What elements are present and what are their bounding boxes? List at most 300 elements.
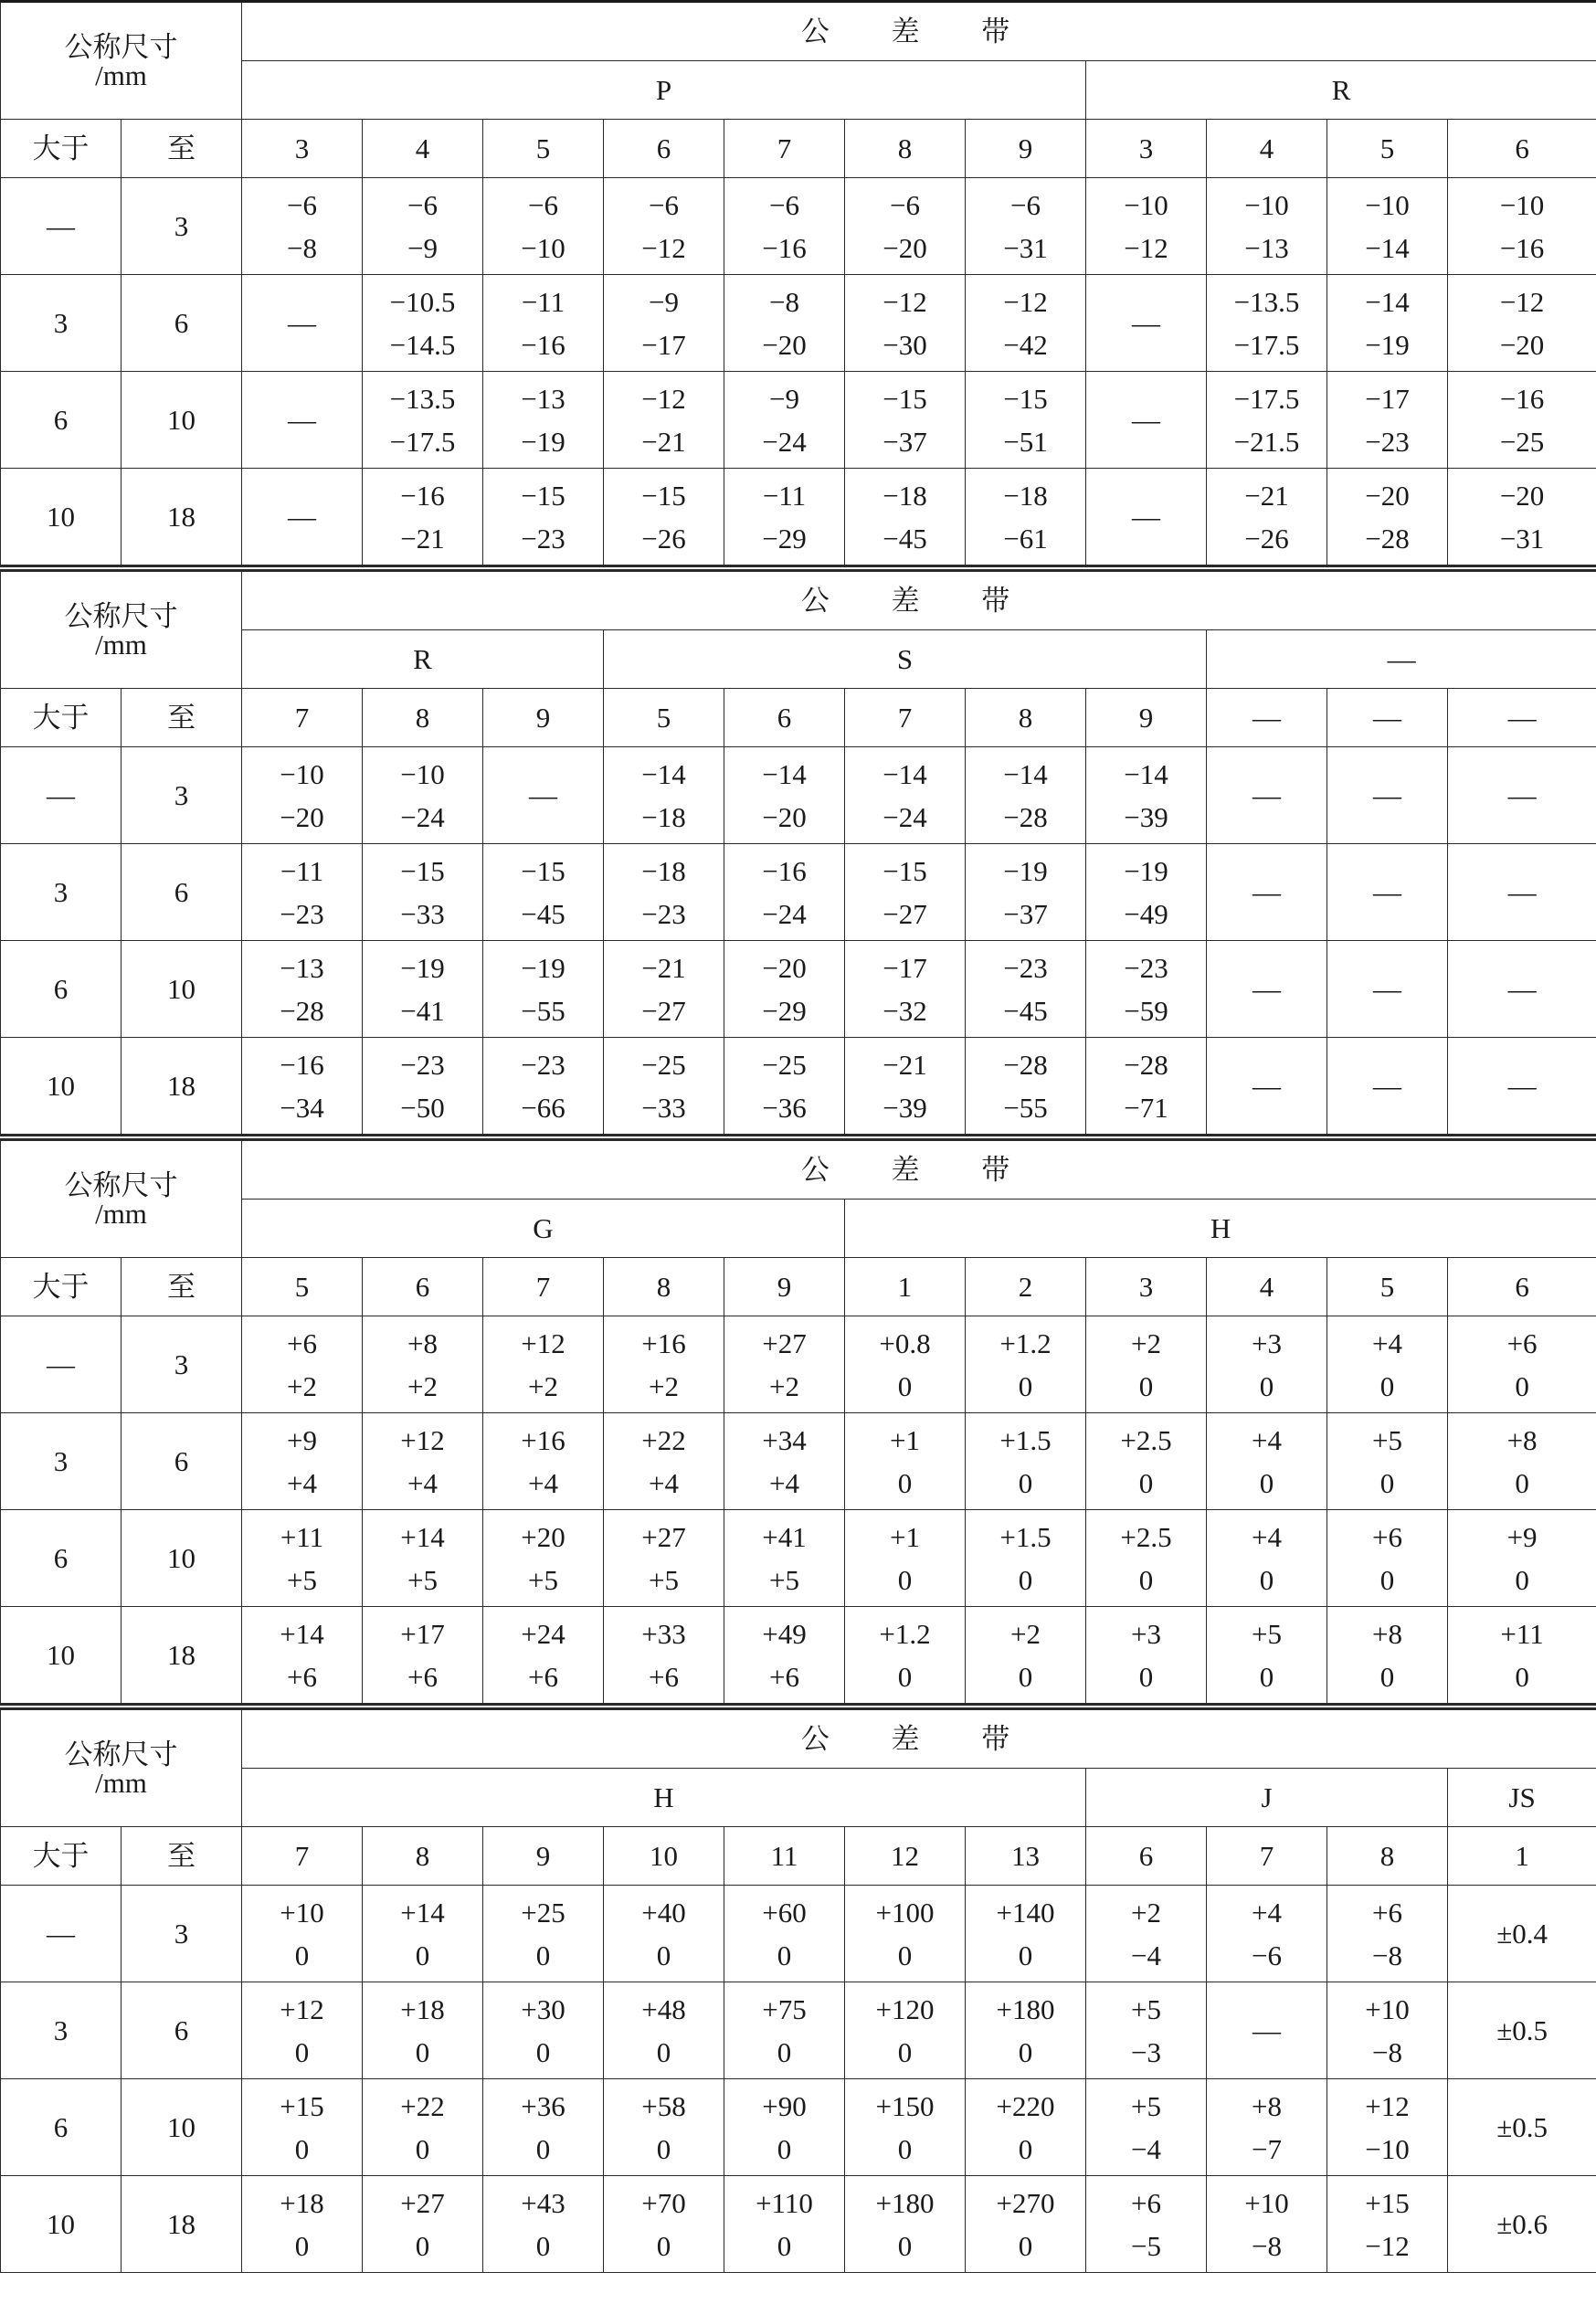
deviation-cell: [724, 1413, 845, 1510]
grade-label: 4: [363, 120, 483, 178]
upper-deviation: +40: [641, 1896, 686, 1929]
deviation-cell: [483, 178, 604, 275]
deviation-pair: [1327, 1992, 1447, 2068]
upper-deviation: +36: [521, 2089, 565, 2122]
lower-deviation: 0: [1259, 1563, 1274, 1596]
deviation-cell: [483, 275, 604, 372]
lower-deviation: +5: [528, 1563, 558, 1596]
size-from-cell: —: [1, 178, 122, 275]
deviation-cell: [483, 2176, 604, 2273]
deviation-pair: [845, 951, 965, 1027]
deviation-cell: [483, 1982, 604, 2079]
to-header: 至: [122, 689, 242, 747]
deviation-pair: [483, 2186, 603, 2262]
lower-deviation: +2: [769, 1369, 799, 1402]
deviation-cell: [604, 2079, 724, 2176]
size-to-cell: 18: [122, 1607, 242, 1704]
deviation-cell: [604, 1607, 724, 1704]
lower-deviation: 0: [1018, 2229, 1033, 2262]
grade-label: 9: [724, 1258, 845, 1316]
tolerance-group-label: JS: [1448, 1769, 1596, 1827]
upper-deviation: −15: [641, 479, 686, 512]
deviation-cell: [845, 1982, 966, 2079]
deviation-cell: [242, 1886, 363, 1982]
lower-deviation: 0: [1018, 2035, 1033, 2068]
nominal-size-label: 公称尺寸: [64, 599, 178, 632]
table-row: [1, 1038, 1596, 1135]
deviation-value: —: [1507, 779, 1537, 811]
deviation-pair: [1207, 1898, 1326, 1970]
lower-deviation: 0: [415, 2229, 430, 2262]
deviation-cell: [966, 1413, 1086, 1510]
lower-deviation: −45: [1003, 994, 1048, 1027]
upper-deviation: +16: [641, 1326, 686, 1359]
lower-deviation: −16: [762, 231, 807, 264]
upper-deviation: −16: [1499, 382, 1545, 415]
deviation-pair: [1327, 1898, 1447, 1970]
deviation-pair: [1448, 1617, 1596, 1693]
lower-deviation: −45: [883, 522, 927, 555]
deviation-value: —: [1373, 1070, 1401, 1102]
grade-label: 3: [242, 120, 363, 178]
upper-deviation: +24: [521, 1617, 565, 1650]
lower-deviation: 0: [897, 1939, 913, 1971]
lower-deviation: −4: [1131, 2132, 1161, 2165]
upper-deviation: +22: [400, 2089, 445, 2122]
upper-deviation: −18: [1003, 479, 1048, 512]
deviation-pair: [363, 1617, 482, 1693]
table-row: [1, 1982, 1596, 2079]
upper-deviation: −6: [890, 188, 920, 221]
tolerance-group-label: P: [242, 61, 1086, 120]
lower-deviation: −37: [1003, 897, 1048, 930]
deviation-value: —: [1373, 779, 1401, 811]
deviation-pair: [966, 2089, 1085, 2165]
lower-deviation: 0: [1138, 1660, 1154, 1693]
lower-deviation: −39: [883, 1091, 927, 1124]
upper-deviation: −15: [883, 382, 927, 415]
deviation-pair: [966, 1520, 1085, 1596]
lower-deviation: −8: [1372, 1939, 1402, 1971]
lower-deviation: −12: [641, 231, 686, 264]
deviation-cell: [1327, 2079, 1448, 2176]
lower-deviation: −17.5: [1233, 328, 1300, 361]
deviation-pair: [966, 757, 1085, 833]
deviation-pair: [604, 2186, 724, 2262]
deviation-cell: [483, 1607, 604, 1704]
lower-deviation: −55: [521, 994, 565, 1027]
lower-deviation: −51: [1003, 425, 1048, 458]
table-row: [1, 372, 1596, 469]
deviation-pair: [1448, 1520, 1596, 1596]
lower-deviation: −19: [521, 425, 565, 458]
upper-deviation: −23: [1124, 951, 1168, 984]
lower-deviation: +2: [287, 1369, 317, 1402]
upper-deviation: −10: [1365, 188, 1410, 221]
deviation-cell: [604, 1510, 724, 1607]
deviation-cell: [845, 1413, 966, 1510]
lower-deviation: 0: [1379, 1660, 1395, 1693]
upper-deviation: −28: [1124, 1048, 1168, 1081]
tolerance-group-label: R: [242, 630, 604, 689]
size-to-cell: 6: [122, 844, 242, 941]
deviation-pair: [242, 1992, 362, 2068]
deviation-cell: [845, 1038, 966, 1135]
lower-deviation: −17: [641, 328, 686, 361]
upper-deviation: −12: [641, 382, 686, 415]
lower-deviation: −34: [280, 1091, 324, 1124]
deviation-pair: [242, 854, 362, 930]
lower-deviation: 0: [897, 1466, 913, 1499]
deviation-cell: [1086, 844, 1207, 941]
deviation-value: ±0.6: [1496, 2208, 1548, 2240]
deviation-cell: [1207, 1982, 1327, 2079]
upper-deviation: −15: [883, 854, 927, 887]
tolerance-group-label: —: [1207, 630, 1596, 689]
lower-deviation: 0: [294, 2035, 310, 2068]
size-from-cell: 10: [1, 469, 122, 565]
lower-deviation: −20: [762, 328, 807, 361]
deviation-cell: [1448, 372, 1596, 469]
deviation-pair: [1327, 188, 1447, 264]
lower-deviation: 0: [897, 2229, 913, 2262]
deviation-pair: [1327, 2186, 1447, 2262]
upper-deviation: −25: [762, 1048, 807, 1081]
deviation-pair: [242, 2089, 362, 2165]
deviation-pair: [604, 285, 724, 361]
deviation-pair: [724, 1326, 844, 1402]
lower-deviation: −55: [1003, 1091, 1048, 1124]
deviation-cell: [604, 1413, 724, 1510]
lower-deviation: 0: [535, 2132, 551, 2165]
deviation-cell: [845, 1886, 966, 1982]
deviation-cell: [1207, 1607, 1327, 1704]
lower-deviation: −17.5: [389, 425, 456, 458]
deviation-cell: [1448, 1413, 1596, 1510]
deviation-cell: [1207, 1038, 1327, 1135]
deviation-cell: [483, 1413, 604, 1510]
table-row: [1, 1510, 1596, 1607]
deviation-pair: [1207, 188, 1326, 264]
deviation-pair: [845, 285, 965, 361]
deviation-pair: [1327, 1617, 1447, 1693]
deviation-value: —: [529, 779, 557, 811]
upper-deviation: −19: [400, 951, 445, 984]
deviation-cell: [483, 2079, 604, 2176]
upper-deviation: +2.5: [1120, 1423, 1172, 1456]
deviation-cell: [604, 844, 724, 941]
grade-label: 7: [483, 1258, 604, 1316]
upper-deviation: −18: [883, 479, 927, 512]
deviation-cell: [845, 747, 966, 844]
lower-deviation: −20: [1499, 328, 1545, 361]
upper-deviation: −6: [528, 188, 558, 221]
deviation-pair: [363, 757, 482, 833]
deviation-cell: [483, 1316, 604, 1413]
lower-deviation: 0: [897, 1563, 913, 1596]
upper-deviation: +58: [641, 2089, 686, 2122]
deviation-cell: [1086, 372, 1207, 469]
deviation-pair: [604, 1617, 724, 1693]
lower-deviation: 0: [1018, 1369, 1033, 1402]
size-to-cell: 3: [122, 178, 242, 275]
deviation-cell: [363, 844, 483, 941]
lower-deviation: 0: [656, 2035, 671, 2068]
lower-deviation: 0: [1018, 1939, 1033, 1971]
deviation-pair: [483, 1520, 603, 1596]
deviation-pair: [604, 382, 724, 458]
deviation-cell: [845, 372, 966, 469]
upper-deviation: −23: [400, 1048, 445, 1081]
nominal-size-label: 公称尺寸: [64, 30, 178, 63]
lower-deviation: −10: [1365, 2132, 1410, 2165]
grade-label: 8: [845, 120, 966, 178]
lower-deviation: −24: [762, 897, 807, 930]
nominal-size-unit: /mm: [95, 58, 147, 91]
grade-label: 9: [1086, 689, 1207, 747]
grade-label: 8: [604, 1258, 724, 1316]
deviation-cell: [1448, 2176, 1596, 2273]
lower-deviation: −9: [407, 231, 438, 264]
lower-deviation: 0: [1018, 1563, 1033, 1596]
size-from-cell: —: [1, 1886, 122, 1982]
deviation-pair: [242, 1617, 362, 1693]
deviation-cell: [363, 1886, 483, 1982]
deviation-pair: [604, 481, 724, 553]
grade-row: [1, 689, 1596, 747]
upper-deviation: −23: [1003, 951, 1048, 984]
lower-deviation: 0: [1515, 1369, 1529, 1402]
deviation-pair: [1327, 1520, 1447, 1596]
deviation-value: —: [1252, 973, 1281, 1005]
lower-deviation: +2: [407, 1369, 438, 1402]
lower-deviation: 0: [897, 2035, 913, 2068]
deviation-cell: [1207, 1316, 1327, 1413]
deviation-cell: [724, 469, 845, 565]
deviation-pair: [724, 2089, 844, 2165]
size-to-cell: 3: [122, 1316, 242, 1413]
upper-deviation: −10: [1244, 188, 1289, 221]
lower-deviation: 0: [415, 2035, 430, 2068]
lower-deviation: −29: [762, 994, 807, 1027]
lower-deviation: +6: [649, 1660, 679, 1693]
deviation-cell: [604, 372, 724, 469]
grade-label: 8: [966, 689, 1086, 747]
size-to-cell: 18: [122, 469, 242, 565]
lower-deviation: −27: [641, 994, 686, 1027]
over-header: 大于: [1, 120, 122, 178]
deviation-cell: [604, 2176, 724, 2273]
deviation-cell: [1327, 1982, 1448, 2079]
grade-label: 6: [1448, 120, 1596, 178]
upper-deviation: +14: [400, 1520, 445, 1553]
lower-deviation: −4: [1131, 1939, 1161, 1971]
table-row: [1, 178, 1596, 275]
lower-deviation: −28: [1365, 522, 1410, 555]
upper-deviation: −14: [641, 757, 686, 790]
grade-label: 13: [966, 1827, 1086, 1886]
deviation-pair: [1086, 854, 1206, 930]
tolerance-table: [0, 0, 1596, 565]
size-from-cell: 3: [1, 844, 122, 941]
deviation-cell: [363, 1316, 483, 1413]
grade-label: 5: [242, 1258, 363, 1316]
deviation-cell: [363, 2176, 483, 2273]
grade-label: 5: [604, 689, 724, 747]
deviation-pair: [242, 1520, 362, 1596]
upper-deviation: +180: [996, 1992, 1055, 2025]
lower-deviation: −24: [400, 800, 445, 833]
tolerance-group-label: G: [242, 1200, 845, 1258]
deviation-pair: [1207, 1520, 1326, 1596]
deviation-pair: [363, 285, 482, 361]
size-to-cell: 18: [122, 1038, 242, 1135]
upper-deviation: −10.5: [389, 285, 456, 318]
deviation-pair: [483, 382, 603, 458]
deviation-pair: [1207, 481, 1326, 553]
deviation-cell: [604, 1316, 724, 1413]
deviation-pair: [363, 1898, 482, 1970]
tolerance-table: [0, 571, 1596, 1135]
upper-deviation: −13: [280, 951, 324, 984]
to-header: 至: [122, 1258, 242, 1316]
upper-deviation: +48: [641, 1992, 686, 2025]
table-row: [1, 275, 1596, 372]
deviation-pair: [363, 481, 482, 553]
nominal-size-header: [1, 1710, 242, 1827]
deviation-cell: [1327, 469, 1448, 565]
grade-label: 7: [845, 689, 966, 747]
deviation-cell: [604, 1886, 724, 1982]
deviation-cell: [724, 372, 845, 469]
deviation-cell: [966, 1607, 1086, 1704]
deviation-cell: [483, 1510, 604, 1607]
grade-label: 9: [966, 120, 1086, 178]
upper-deviation: +5: [1372, 1423, 1402, 1456]
deviation-pair: [242, 951, 362, 1027]
upper-deviation: −15: [400, 854, 445, 887]
lower-deviation: 0: [777, 1939, 792, 1971]
deviation-cell: [483, 1886, 604, 1982]
grade-label: 6: [1086, 1827, 1207, 1886]
deviation-cell: [1086, 275, 1207, 372]
lower-deviation: 0: [656, 1939, 671, 1971]
lower-deviation: +4: [528, 1466, 558, 1499]
upper-deviation: +20: [521, 1520, 565, 1553]
lower-deviation: −7: [1252, 2132, 1282, 2165]
size-from-cell: —: [1, 747, 122, 844]
upper-deviation: −12: [1499, 285, 1545, 318]
upper-deviation: +27: [400, 2186, 445, 2219]
deviation-value: —: [1507, 1070, 1537, 1102]
deviation-pair: [845, 2089, 965, 2165]
upper-deviation: +4: [1252, 1896, 1282, 1929]
deviation-pair: [1086, 2186, 1206, 2262]
lower-deviation: −41: [400, 994, 445, 1027]
grade-row: [1, 1258, 1596, 1316]
deviation-pair: [363, 951, 482, 1027]
deviation-value: ±0.4: [1496, 1918, 1548, 1950]
lower-deviation: −71: [1124, 1091, 1168, 1124]
deviation-cell: [363, 2079, 483, 2176]
nominal-size-label: 公称尺寸: [64, 1168, 178, 1201]
size-from-cell: 3: [1, 1982, 122, 2079]
nominal-size-unit: /mm: [95, 1197, 147, 1230]
lower-deviation: −45: [521, 897, 565, 930]
deviation-cell: [1327, 1413, 1448, 1510]
size-from-cell: 10: [1, 1607, 122, 1704]
deviation-pair: [1086, 1898, 1206, 1970]
deviation-cell: [1448, 1316, 1596, 1413]
lower-deviation: −18: [641, 800, 686, 833]
upper-deviation: +2: [1131, 1896, 1161, 1929]
table-row: [1, 1316, 1596, 1413]
lower-deviation: −14.5: [389, 328, 456, 361]
upper-deviation: +27: [641, 1520, 686, 1553]
grade-label: 7: [1207, 1827, 1327, 1886]
tolerance-band-header: 公 差 带: [242, 1141, 1596, 1200]
deviation-cell: [966, 372, 1086, 469]
grade-label: 2: [966, 1258, 1086, 1316]
lower-deviation: 0: [294, 2132, 310, 2165]
lower-deviation: +2: [528, 1369, 558, 1402]
grade-label: 3: [1086, 1258, 1207, 1316]
lower-deviation: −5: [1131, 2229, 1161, 2262]
size-from-cell: 6: [1, 941, 122, 1038]
deviation-pair: [604, 1898, 724, 1970]
deviation-cell: [242, 1982, 363, 2079]
tolerance-band-header: 公 差 带: [242, 572, 1596, 630]
deviation-cell: [604, 1982, 724, 2079]
upper-deviation: −10: [1124, 188, 1168, 221]
deviation-value: —: [1507, 876, 1537, 908]
deviation-pair: [966, 382, 1085, 458]
upper-deviation: +75: [762, 1992, 807, 2025]
size-from-cell: 6: [1, 372, 122, 469]
size-to-cell: 18: [122, 2176, 242, 2273]
deviation-pair: [242, 1326, 362, 1402]
deviation-cell: [1086, 1982, 1207, 2079]
size-from-cell: 6: [1, 2079, 122, 2176]
upper-deviation: −20: [762, 951, 807, 984]
deviation-cell: [1327, 1607, 1448, 1704]
table-row: [1, 2176, 1596, 2273]
lower-deviation: +6: [287, 1660, 317, 1693]
deviation-cell: [604, 747, 724, 844]
deviation-pair: [845, 2186, 965, 2262]
upper-deviation: +110: [756, 2186, 813, 2219]
deviation-cell: [483, 469, 604, 565]
upper-deviation: −11: [762, 479, 807, 512]
deviation-pair: [966, 1048, 1085, 1124]
table-row: [1, 747, 1596, 844]
deviation-pair: [604, 1326, 724, 1402]
grade-label: 1: [1448, 1827, 1596, 1886]
upper-deviation: −13: [521, 382, 565, 415]
deviation-cell: [845, 2079, 966, 2176]
deviation-cell: [966, 1038, 1086, 1135]
upper-deviation: +1.2: [999, 1326, 1052, 1359]
deviation-value: —: [288, 501, 316, 533]
deviation-value: —: [1252, 1070, 1281, 1102]
deviation-cell: [1448, 844, 1596, 941]
lower-deviation: −29: [762, 522, 807, 555]
deviation-pair: [845, 1326, 965, 1402]
deviation-cell: [1207, 844, 1327, 941]
upper-deviation: −15: [521, 479, 565, 512]
deviation-pair: [724, 1048, 844, 1124]
deviation-pair: [483, 1326, 603, 1402]
